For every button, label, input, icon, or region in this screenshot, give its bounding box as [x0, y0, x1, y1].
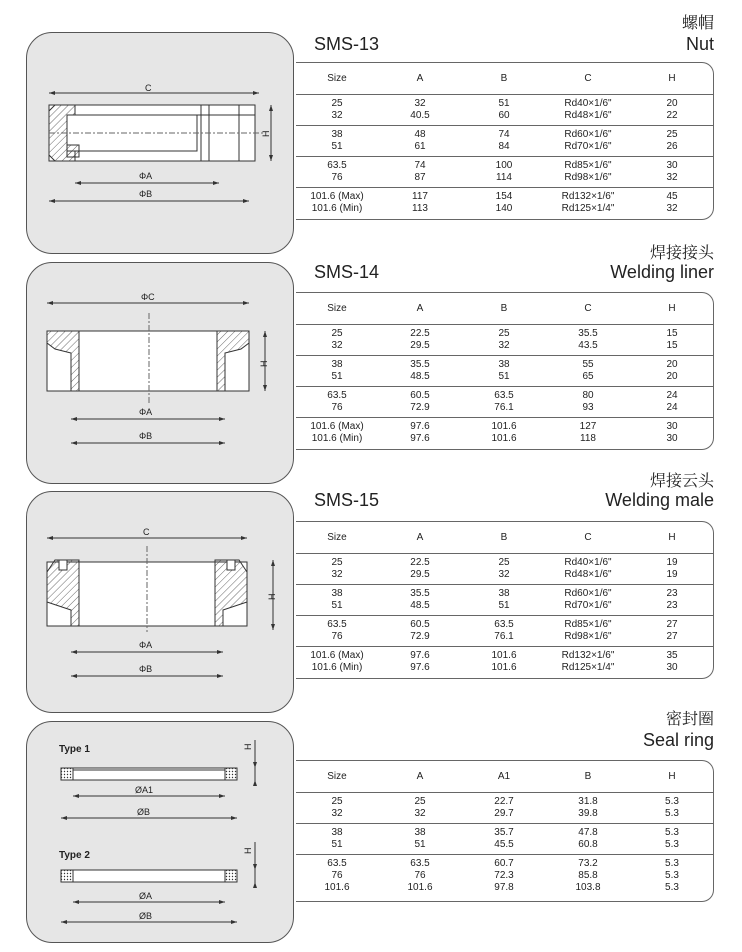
- cell: 93: [582, 402, 594, 413]
- table-group: [296, 823, 713, 857]
- table-row: [296, 172, 713, 184]
- cell: 35.5: [410, 359, 430, 370]
- table-header: [296, 771, 713, 782]
- table-row: [296, 402, 713, 414]
- header-cell: B: [500, 73, 508, 84]
- cell: 74: [414, 160, 426, 171]
- table-row: [296, 421, 713, 433]
- section-2-title-en: Welding liner: [610, 262, 714, 282]
- section-1-drawing-panel: [26, 32, 294, 254]
- cell: 101.6 (Min): [311, 433, 363, 444]
- cell: 97.8: [494, 882, 514, 893]
- cell: 103.8: [575, 882, 601, 893]
- cell: 30: [666, 662, 678, 673]
- cell: 5.3: [665, 808, 679, 819]
- table-row: [296, 858, 713, 870]
- cell: 5.3: [665, 827, 679, 838]
- section-3-title-zh: 焊接云头: [649, 473, 714, 490]
- table-row: [296, 191, 713, 203]
- header-cell: Size: [327, 303, 347, 314]
- cell: Rd85×1/6": [564, 160, 612, 171]
- cell: 32: [414, 98, 426, 109]
- cell: 76: [331, 870, 343, 881]
- cell: 55: [582, 359, 594, 370]
- cell: 25: [666, 129, 678, 140]
- cell: 51: [498, 371, 510, 382]
- cell: 25: [414, 796, 426, 807]
- header-cell: C: [584, 73, 592, 84]
- cell: 60.5: [410, 619, 430, 630]
- cell: 24: [666, 390, 678, 401]
- cell: 72.9: [410, 631, 430, 642]
- cell: 97.6: [410, 662, 430, 673]
- cell: 35.7: [494, 827, 514, 838]
- cell: 51: [414, 839, 426, 850]
- cell: 60.7: [494, 858, 514, 869]
- cell: 30: [666, 421, 678, 432]
- liner-label-h: H: [259, 360, 269, 367]
- cell: 76: [331, 402, 343, 413]
- table-group: [296, 584, 713, 618]
- cell: 76: [331, 172, 343, 183]
- header-cell: Size: [327, 73, 347, 84]
- cell: Rd48×1/6": [564, 110, 612, 121]
- cell: 38: [331, 129, 343, 140]
- cell: Rd60×1/6": [564, 129, 612, 140]
- cell: 97.6: [410, 433, 430, 444]
- table-group: [296, 417, 713, 451]
- header-cell: C: [584, 532, 592, 543]
- seal-type1-h: H: [243, 743, 253, 750]
- cell: 113: [412, 203, 428, 214]
- welding-male-drawing: [27, 492, 295, 714]
- table-group: [296, 553, 713, 587]
- section-4-drawing-panel: [26, 721, 294, 943]
- cell: 65: [582, 371, 594, 382]
- cell: 25: [498, 557, 510, 568]
- table-group: [296, 324, 713, 358]
- cell: 76: [331, 631, 343, 642]
- cell: 63.5: [410, 858, 430, 869]
- section-4-title-zh: 密封圈: [665, 711, 714, 728]
- table-group: [296, 125, 713, 159]
- section-2-title-zh: 焊接接头: [649, 245, 714, 262]
- cell: Rd125×1/4": [561, 203, 615, 214]
- cell: 22.5: [410, 557, 430, 568]
- cell: 63.5: [494, 390, 514, 401]
- cell: 60.5: [410, 390, 430, 401]
- male-label-h: H: [267, 593, 277, 600]
- cell: 31.8: [578, 796, 598, 807]
- table-group: [296, 615, 713, 649]
- table-row: [296, 98, 713, 110]
- cell: Rd60×1/6": [564, 588, 612, 599]
- cell: 24: [666, 402, 678, 413]
- cell: 32: [331, 110, 343, 121]
- cell: 25: [498, 328, 510, 339]
- section-2-drawing-panel: [26, 262, 294, 484]
- section-1-title-zh: 螺帽: [681, 15, 714, 32]
- cell: 118: [580, 433, 596, 444]
- header-cell: A1: [497, 771, 511, 782]
- cell: 22.7: [494, 796, 514, 807]
- header-cell: H: [668, 771, 676, 782]
- cell: 61: [414, 141, 426, 152]
- cell: 38: [414, 827, 426, 838]
- cell: 51: [331, 371, 343, 382]
- cell: 60: [498, 110, 510, 121]
- table-row: [296, 631, 713, 643]
- cell: 35.5: [410, 588, 430, 599]
- cell: 47.8: [578, 827, 598, 838]
- cell: 32: [666, 172, 678, 183]
- section-4-table: [296, 760, 714, 902]
- table-row: [296, 203, 713, 215]
- nut-label-h: H: [261, 130, 271, 137]
- cell: 73.2: [578, 858, 598, 869]
- cell: 25: [331, 796, 343, 807]
- cell: 26: [666, 141, 678, 152]
- table-row: [296, 328, 713, 340]
- section-4-title-en: Seal ring: [642, 730, 714, 750]
- cell: 20: [666, 98, 678, 109]
- section-3-title-en: Welding male: [605, 490, 714, 510]
- table-group: [296, 854, 713, 902]
- seal-type1-label: Type 1: [59, 744, 90, 755]
- cell: 19: [666, 557, 678, 568]
- liner-label-a: ΦA: [139, 407, 153, 417]
- cell: 72.3: [494, 870, 514, 881]
- cell: 38: [498, 588, 510, 599]
- table-row: [296, 882, 713, 894]
- header-cell: B: [584, 771, 592, 782]
- cell: Rd132×1/6": [561, 650, 615, 661]
- cell: 101.6: [491, 650, 517, 661]
- cell: 25: [331, 557, 343, 568]
- cell: 51: [498, 600, 510, 611]
- table-group: [296, 792, 713, 826]
- cell: 5.3: [665, 839, 679, 850]
- cell: 101.6 (Max): [310, 650, 364, 661]
- table-group: [296, 187, 713, 221]
- cell: Rd98×1/6": [564, 172, 612, 183]
- cell: 45: [666, 191, 678, 202]
- cell: 32: [498, 569, 510, 580]
- cell: 76.1: [494, 631, 514, 642]
- male-label-c: C: [143, 527, 150, 537]
- section-1-title-en: Nut: [685, 34, 714, 54]
- cell: 85.8: [578, 870, 598, 881]
- table-row: [296, 160, 713, 172]
- cell: 30: [666, 433, 678, 444]
- table-header: [296, 303, 713, 314]
- cell: 101.6: [407, 882, 433, 893]
- table-row: [296, 371, 713, 383]
- table-row: [296, 433, 713, 445]
- cell: 39.8: [578, 808, 598, 819]
- nut-drawing: [27, 33, 295, 255]
- nut-label-a: ΦA: [139, 171, 153, 181]
- cell: 27: [666, 619, 678, 630]
- table-group: [296, 646, 713, 680]
- section-1-code: SMS-13: [314, 34, 380, 54]
- header-cell: A: [416, 532, 424, 543]
- cell: 48.5: [410, 600, 430, 611]
- cell: 140: [495, 203, 513, 214]
- cell: 38: [498, 359, 510, 370]
- cell: 38: [331, 359, 343, 370]
- table-group: [296, 156, 713, 190]
- table-row: [296, 569, 713, 581]
- cell: 30: [666, 160, 678, 171]
- cell: 97.6: [410, 650, 430, 661]
- table-row: [296, 650, 713, 662]
- table-row: [296, 839, 713, 851]
- table-row: [296, 390, 713, 402]
- cell: 51: [331, 600, 343, 611]
- table-row: [296, 141, 713, 153]
- seal-type1-b: ØB: [137, 807, 151, 817]
- cell: 101.6 (Max): [310, 421, 364, 432]
- cell: 127: [579, 421, 597, 432]
- header-cell: A: [416, 73, 424, 84]
- cell: 97.6: [410, 421, 430, 432]
- cell: 25: [331, 328, 343, 339]
- cell: 43.5: [578, 340, 598, 351]
- seal-type2-label: Type 2: [59, 850, 90, 861]
- table-row: [296, 619, 713, 631]
- header-cell: A: [416, 771, 424, 782]
- table-group: [296, 94, 713, 128]
- cell: 101.6 (Min): [311, 203, 363, 214]
- cell: 63.5: [327, 619, 347, 630]
- cell: 32: [331, 808, 343, 819]
- header-cell: H: [668, 532, 676, 543]
- cell: 76: [414, 870, 426, 881]
- header-cell: H: [668, 73, 676, 84]
- cell: 5.3: [665, 796, 679, 807]
- nut-label-c: C: [145, 83, 152, 93]
- cell: 23: [666, 588, 678, 599]
- section-2-table: [296, 292, 714, 450]
- table-row: [296, 662, 713, 674]
- cell: 23: [666, 600, 678, 611]
- cell: Rd125×1/4": [561, 662, 615, 673]
- cell: 22: [666, 110, 678, 121]
- table-row: [296, 588, 713, 600]
- cell: 51: [498, 98, 510, 109]
- header-cell: B: [500, 532, 508, 543]
- cell: 29.5: [410, 569, 430, 580]
- section-3-code: SMS-15: [314, 490, 380, 510]
- cell: 63.5: [327, 390, 347, 401]
- seal-ring-drawing: [27, 722, 295, 944]
- cell: 35: [666, 650, 678, 661]
- cell: Rd48×1/6": [564, 569, 612, 580]
- header-cell: H: [668, 303, 676, 314]
- cell: 84: [498, 141, 510, 152]
- cell: Rd70×1/6": [564, 600, 612, 611]
- cell: 117: [412, 191, 428, 202]
- cell: 114: [496, 172, 512, 183]
- cell: Rd70×1/6": [564, 141, 612, 152]
- header-cell: B: [500, 303, 508, 314]
- cell: 63.5: [494, 619, 514, 630]
- cell: 51: [331, 839, 343, 850]
- cell: 15: [666, 340, 678, 351]
- header-cell: Size: [327, 532, 347, 543]
- cell: 101.6 (Min): [311, 662, 363, 673]
- table-row: [296, 129, 713, 141]
- header-cell: A: [416, 303, 424, 314]
- cell: 40.5: [410, 110, 430, 121]
- header-cell: Size: [327, 771, 347, 782]
- section-3-table: [296, 521, 714, 679]
- cell: Rd132×1/6": [561, 191, 615, 202]
- cell: 76.1: [494, 402, 514, 413]
- cell: 15: [666, 328, 678, 339]
- cell: 20: [666, 371, 678, 382]
- cell: Rd85×1/6": [564, 619, 612, 630]
- table-row: [296, 796, 713, 808]
- cell: 60.8: [578, 839, 598, 850]
- cell: 101.6: [491, 433, 517, 444]
- cell: 19: [666, 569, 678, 580]
- liner-label-c: ΦC: [141, 292, 155, 302]
- cell: 100: [495, 160, 513, 171]
- cell: 63.5: [327, 160, 347, 171]
- header-cell: C: [584, 303, 592, 314]
- table-row: [296, 600, 713, 612]
- section-1-table: [296, 62, 714, 220]
- cell: 29.5: [410, 340, 430, 351]
- cell: 154: [495, 191, 513, 202]
- cell: 45.5: [494, 839, 514, 850]
- seal-type1-a1: ØA1: [135, 785, 154, 795]
- cell: Rd40×1/6": [564, 98, 612, 109]
- cell: 27: [666, 631, 678, 642]
- cell: 87: [414, 172, 426, 183]
- cell: 51: [331, 141, 343, 152]
- male-label-b: ΦB: [139, 664, 153, 674]
- cell: 5.3: [665, 870, 679, 881]
- welding-liner-drawing: [27, 263, 295, 485]
- table-row: [296, 808, 713, 820]
- cell: 63.5: [327, 858, 347, 869]
- cell: 32: [666, 203, 678, 214]
- cell: 20: [666, 359, 678, 370]
- cell: Rd40×1/6": [564, 557, 612, 568]
- cell: 25: [331, 98, 343, 109]
- table-row: [296, 557, 713, 569]
- table-row: [296, 359, 713, 371]
- cell: 32: [331, 569, 343, 580]
- table-header: [296, 73, 713, 84]
- nut-label-b: ΦB: [139, 189, 153, 199]
- male-label-a: ΦA: [139, 640, 153, 650]
- cell: 72.9: [410, 402, 430, 413]
- cell: 80: [582, 390, 594, 401]
- section-3-drawing-panel: [26, 491, 294, 713]
- cell: 101.6: [324, 882, 350, 893]
- table-row: [296, 827, 713, 839]
- seal-type2-h: H: [243, 847, 253, 854]
- cell: 38: [331, 588, 343, 599]
- cell: 101.6: [491, 662, 517, 673]
- table-header: [296, 532, 713, 543]
- cell: 38: [331, 827, 343, 838]
- cell: 35.5: [578, 328, 598, 339]
- cell: 5.3: [665, 882, 679, 893]
- cell: 32: [414, 808, 426, 819]
- cell: 48: [414, 129, 426, 140]
- cell: Rd98×1/6": [564, 631, 612, 642]
- liner-label-b: ΦB: [139, 431, 153, 441]
- cell: 101.6 (Max): [310, 191, 364, 202]
- table-row: [296, 340, 713, 352]
- seal-type2-a: ØA: [139, 891, 153, 901]
- cell: 29.7: [494, 808, 514, 819]
- table-group: [296, 355, 713, 389]
- table-row: [296, 870, 713, 882]
- cell: 48.5: [410, 371, 430, 382]
- cell: 32: [331, 340, 343, 351]
- cell: 101.6: [491, 421, 517, 432]
- seal-type2-b: ØB: [139, 911, 153, 921]
- section-2-code: SMS-14: [314, 262, 380, 282]
- table-row: [296, 110, 713, 122]
- cell: 32: [498, 340, 510, 351]
- cell: 22.5: [410, 328, 430, 339]
- cell: 5.3: [665, 858, 679, 869]
- table-group: [296, 386, 713, 420]
- cell: 74: [498, 129, 510, 140]
